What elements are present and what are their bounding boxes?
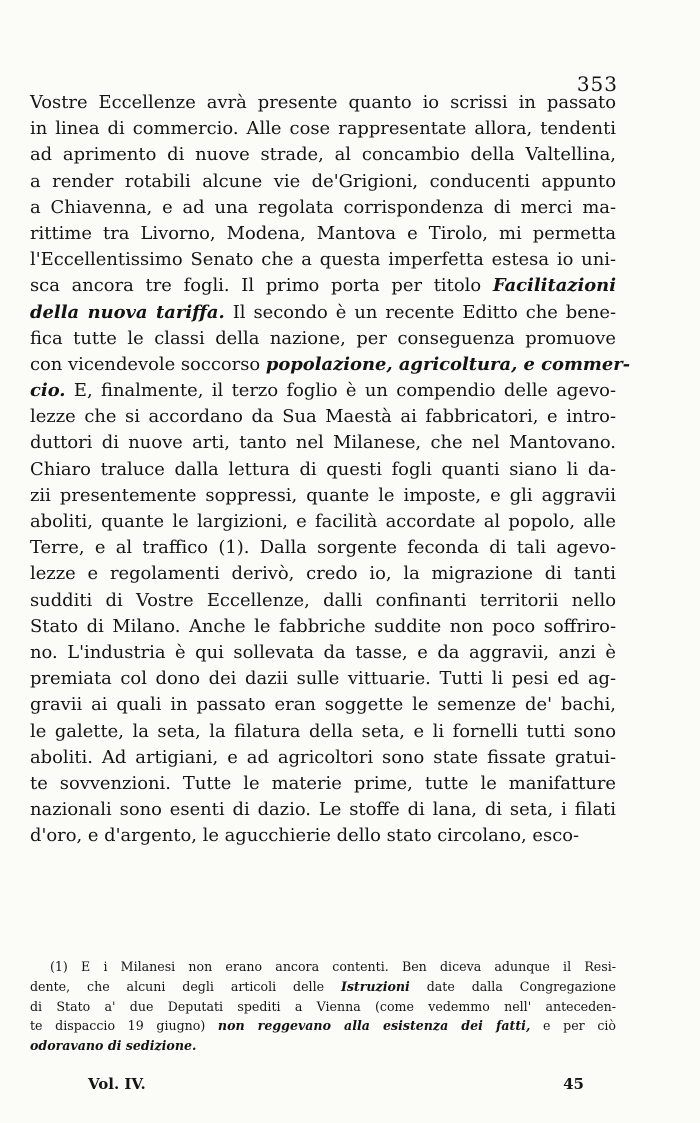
text-run: rittime tra Livorno, Modena, Mantova e Tirolo, mi permetta — [30, 222, 616, 244]
volume-label: Vol. IV. — [88, 1075, 146, 1093]
text-run: sudditi di Vostre Eccellenze, dalli confinanti territorii nello — [30, 589, 616, 611]
text-run: te dispaccio 19 giugno) — [30, 1018, 218, 1034]
text-line — [30, 509, 616, 535]
text-line — [30, 745, 616, 771]
text-run: fica tutte le classi della nazione, per conseguenza promuove — [30, 327, 616, 349]
text-run: premiata col dono dei dazii sulle vittuarie. Tutti li pesi ed ag- — [30, 668, 616, 690]
text-run: (1) E i Milanesi non erano ancora contenti. Ben diceva adunque il Resi- — [50, 959, 616, 974]
text-run: le galette, la seta, la filatura della seta, e li fornelli tutti sono — [30, 720, 616, 742]
footnote-line — [30, 997, 616, 1017]
text-run: lezze che si accordano da Sua Maestà ai fabbricatori, e intro- — [30, 406, 616, 428]
text-run: sca ancora tre fogli. Il primo porta per titolo — [30, 275, 493, 297]
text-line — [30, 221, 616, 247]
text-run: te sovvenzioni. Tutte le materie prime, tutte le manifatture — [30, 772, 616, 794]
text-run: aboliti, quante le largizioni, e facilità accordate al popolo, alle — [30, 511, 616, 532]
text-line — [30, 457, 616, 483]
text-run: di Stato a' due Deputati spediti a Vienna (come vedemmo nell' anteceden- — [30, 998, 616, 1014]
text-run: zii presentemente soppressi, quante le imposte, e gli aggravii — [30, 484, 616, 506]
signature-mark: 45 — [563, 1075, 584, 1093]
text-run: d'oro, e d'argento, le agucchierie dello stato circolano, esco- — [30, 825, 580, 847]
footnote-line — [30, 1016, 616, 1036]
text-line — [30, 430, 616, 456]
text-run: l'Eccellentissimo Senato che a questa imperfetta estesa io uni- — [30, 249, 616, 271]
text-line — [30, 300, 616, 326]
text-line — [30, 666, 616, 692]
italic-text: non reggevano alla esistenza dei fatti, — [217, 1018, 531, 1034]
italic-text: Facilitazioni — [492, 275, 616, 297]
text-run: E, finalmente, il terzo foglio è un compendio delle agevo- — [65, 380, 616, 402]
text-line — [30, 142, 616, 168]
text-line — [30, 588, 616, 614]
italic-text: Istruzioni — [340, 978, 410, 994]
italic-text: cio. — [30, 380, 66, 402]
text-line — [30, 169, 616, 195]
text-line — [30, 404, 616, 430]
text-line — [30, 326, 616, 352]
text-line — [30, 90, 616, 116]
text-run: Il secondo è un recente Editto che bene- — [224, 301, 617, 323]
text-run: duttori di nuove arti, tanto nel Milanese, che nel Mantovano. — [30, 432, 616, 454]
text-run: e per ciò — [530, 1018, 616, 1034]
text-run: no. L'industria è qui sollevata da tasse, e da aggravii, anzi è — [30, 641, 616, 663]
text-run: Stato di Milano. Anche le fabbriche suddite non poco soffriro- — [30, 615, 616, 637]
text-line — [30, 692, 616, 718]
text-run: con vicendevole soccorso — [30, 353, 266, 375]
text-line — [30, 771, 616, 797]
italic-text: odoravano di sedizione. — [30, 1038, 197, 1054]
body-text — [30, 90, 631, 849]
text-run: aboliti. Ad artigiani, e ad agricoltori sono state fissate gratui- — [30, 746, 616, 768]
text-run: gravii ai quali in passato eran soggette le semenze de' bachi, — [30, 694, 616, 716]
text-run: in linea di commercio. Alle cose rappresentate allora, tendenti — [30, 118, 616, 140]
text-line — [30, 797, 616, 823]
text-run: dente, che alcuni degli articoli delle — [30, 978, 341, 994]
text-line — [30, 614, 616, 640]
text-line — [30, 352, 631, 378]
text-line — [30, 561, 616, 587]
text-run: Vostre Eccellenze avrà presente quanto io scrissi in passato — [30, 92, 616, 113]
text-run: lezze e regolamenti derivò, credo io, la migrazione di tanti — [30, 563, 616, 585]
text-run: Terre, e al traffico (1). Dalla sorgente feconda di tali agevo- — [30, 537, 616, 559]
page-number: 353 — [576, 72, 618, 96]
footnote-line — [30, 977, 616, 997]
text-line — [30, 273, 616, 299]
italic-text: popolazione, agricoltura, e commer- — [265, 353, 631, 375]
text-line — [30, 116, 616, 142]
text-line — [30, 247, 616, 273]
text-run: a render rotabili alcune vie de'Grigioni, conducenti appunto — [30, 170, 616, 192]
text-run: ad aprimento di nuove strade, al concambio della Valtellina, — [30, 144, 616, 166]
footnote-line — [30, 957, 616, 977]
text-line — [30, 535, 616, 561]
text-line — [30, 378, 616, 404]
text-run: Chiaro traluce dalla lettura di questi fogli quanti siano li da- — [30, 458, 616, 480]
text-run: a Chiavenna, e ad una regolata corrispondenza di merci ma- — [30, 196, 616, 218]
text-line — [30, 823, 616, 849]
footnote — [30, 957, 616, 1056]
text-run: date dalla Congregazione — [409, 978, 616, 994]
text-line — [30, 195, 616, 221]
footnote-line — [30, 1036, 616, 1056]
text-run: nazionali sono esenti di dazio. Le stoffe di lana, di seta, i filati — [30, 799, 616, 821]
italic-text: della nuova tariffa. — [30, 301, 225, 323]
text-line — [30, 719, 616, 745]
text-line — [30, 640, 616, 666]
text-line — [30, 483, 616, 509]
